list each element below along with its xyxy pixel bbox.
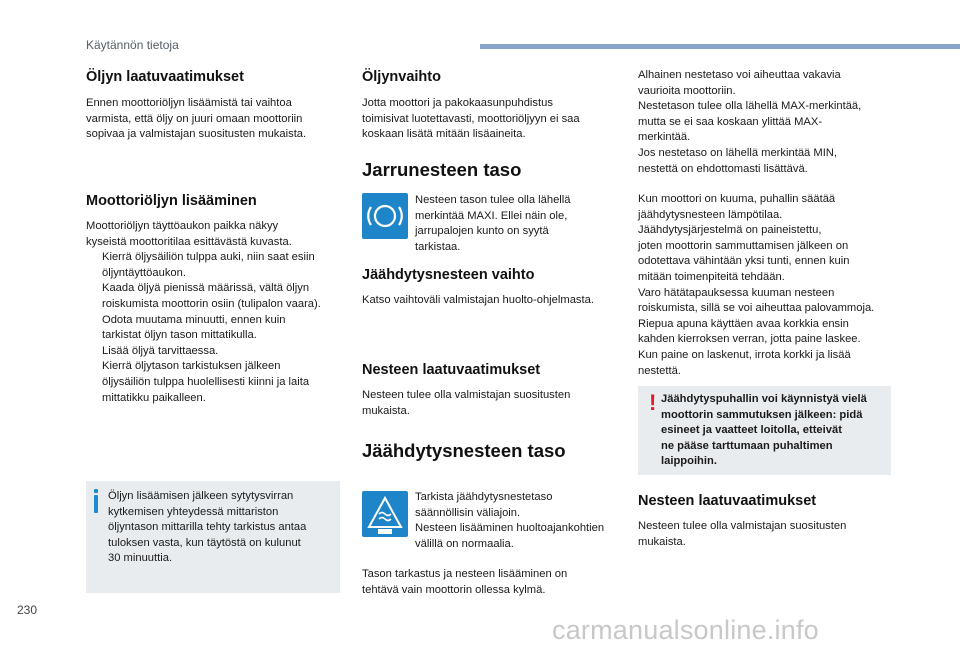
- list-item: Kierrä öljytason tarkistuksen jälkeen öljysäiliön tulppa huolellisesti kiinni ja laita mittatikku paikalleen.: [102, 360, 310, 404]
- list-item: Odota muutama minuutti, ennen kuin tarkistat öljyn tason mittatikulla.: [102, 313, 286, 342]
- brake-level-text: Nesteen tason tulee olla lähellä merkintää MAXI. Ellei näin ole, jarrupalojen kunto on syytä tarkistaa.: [415, 194, 571, 253]
- page-number: 230: [17, 603, 38, 617]
- brake-level-text-block: [415, 193, 615, 255]
- column-2-brake-change: [362, 266, 614, 309]
- fluid-quality-text-2: Nesteen tulee olla valmistajan suositusten mukaista.: [638, 520, 847, 548]
- heading-brake-change: Jäähdytysnesteen vaihto: [362, 267, 535, 283]
- column-3-fluid-quality: [638, 492, 896, 550]
- column-2-fluid-quality: [362, 361, 614, 419]
- coolant-warning-icon: [362, 491, 408, 537]
- coolant-after-block: [362, 567, 614, 598]
- oil-quality-text: Ennen moottoriöljyn lisäämistä tai vaihtoa varmista, että öljy on juuri omaan moottoriin sopivaa ja valmistajan suositusten mukaista.: [86, 97, 307, 141]
- column-3-p2: [638, 192, 900, 379]
- heading-coolant-level: Jäähdytysnesteen taso: [362, 440, 566, 461]
- coolant-after-text: Tason tarkastus ja nesteen lisääminen on tehtävä vain moottorin ollessa kylmä.: [362, 568, 568, 596]
- warning-box: [638, 386, 891, 475]
- column-2-brake: [362, 159, 614, 181]
- oil-change-text: Jotta moottori ja pakokaasunpuhdistus toimisivat luotettavasti, moottoriöljyyn ei saa koskaan lisätä mitään lisäaineita.: [362, 97, 580, 141]
- list-item: Lisää öljyä tarvittaessa.: [102, 344, 219, 357]
- header-accent-bar: [480, 44, 960, 49]
- heading-fluid-quality: Nesteen laatuvaatimukset: [362, 362, 541, 378]
- info-icon: [94, 489, 98, 513]
- info-text: Öljyn lisäämisen jälkeen sytytysvirran kytkemisen yhteydessä mittariston öljyntason mittarilla tehty tarkistus antaa tuloksen vasta, kun täytöstä on kulunut 30 minuuttia.: [108, 490, 307, 565]
- list-item: Kaada öljyä pienissä määrissä, vältä öljyn roiskumista moottorin osiin (tulipalon vaara).: [102, 282, 321, 310]
- column-2: [362, 68, 614, 143]
- watermark: carmanualsonline.info: [552, 615, 819, 645]
- exclamation-icon: !: [649, 390, 657, 415]
- brake-change-text: Katso vaihtoväli valmistajan huolto-ohjelmasta.: [362, 294, 594, 306]
- heading-oil-adding: Moottoriöljyn lisääminen: [86, 193, 257, 209]
- list-item: Kierrä öljysäiliön tulppa auki, niin saat esiin öljyntäyttöaukon.: [102, 251, 315, 279]
- hot-engine-text: Kun moottori on kuuma, puhallin säätää jäähdytysnesteen lämpötilaa. Jäähdytysjärjestelmä on paineistettu, joten moottorin sammuttamisen jälkeen on odotettava vähintään yksi tunti, ennen kuin mitään toimenpiteitä tehdään. Varo hätätapauksessa kuuman nesteen roiskumista, sillä se voi aiheuttaa palovammoja. Riepua apuna käyttäen avaa korkkia ensin kahden kierroksen verran, jotta paine laskee. Kun paine on laskenut, irrota korkki ja lisää nestettä.: [638, 193, 875, 377]
- section-label: Käytännön tietoja: [86, 38, 179, 52]
- heading-oil-change: Öljynvaihto: [362, 69, 441, 85]
- coolant-warning-text: Alhainen nestetaso voi aiheuttaa vakavia vaurioita moottoriin. Nestetason tulee olla lähellä MAX-merkintää, mutta se ei saa koskaan ylittää MAX- merkintää. Jos nestetaso on lähellä merkintää MIN, nestettä on ehdottomasti lisättävä.: [638, 69, 862, 175]
- coolant-level-text: Tarkista jäähdytysnestetaso säännöllisin väliajoin. Nesteen lisääminen huoltoajankohtien välillä on normaalia.: [415, 491, 605, 550]
- coolant-level-text-block: [415, 490, 615, 552]
- oil-adding-intro: Moottoriöljyn täyttöaukon paikka näkyy kyseistä moottoritilaa esittävästä kuvasta.: [86, 220, 292, 248]
- brake-warning-icon: [362, 193, 408, 239]
- column-1-oil-adding: [86, 192, 348, 406]
- oil-adding-steps: [86, 250, 348, 406]
- heading-oil-quality: Öljyn laatuvaatimukset: [86, 69, 244, 85]
- warning-text: Jäähdytyspuhallin voi käynnistyä vielä moottorin sammutuksen jälkeen: pidä esineet ja vaatteet loitolla, etteivät ne pääse tarttumaan puhaltimen laippoihin.: [661, 393, 867, 468]
- column-2-coolant: [362, 440, 614, 462]
- column-1: [86, 68, 348, 143]
- fluid-quality-text: Nesteen tulee olla valmistajan suositusten mukaista.: [362, 389, 571, 417]
- column-3-p1: [638, 68, 896, 177]
- heading-fluid-quality-2: Nesteen laatuvaatimukset: [638, 493, 817, 509]
- heading-brake-level: Jarrunesteen taso: [362, 159, 522, 180]
- info-box: [86, 481, 340, 593]
